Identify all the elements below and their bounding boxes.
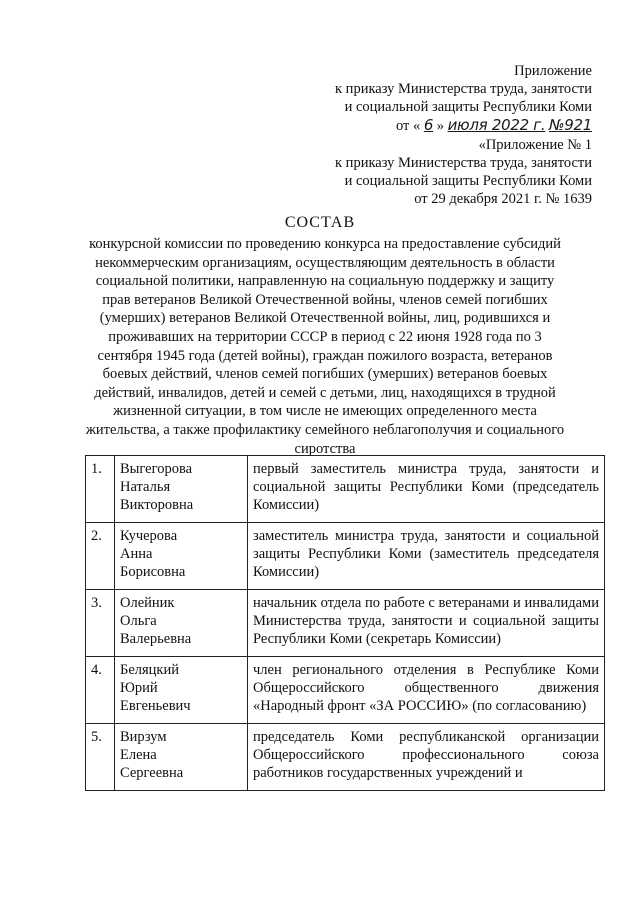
previous-order-reference-line: к приказу Министерства труда, занятости: [335, 155, 592, 171]
member-patronymic: Борисовна: [120, 564, 186, 580]
member-surname: Беляцкий: [120, 662, 179, 678]
member-patronymic: Сергеевна: [120, 765, 184, 781]
handwritten-month-year: июля 2022 г.: [447, 116, 546, 134]
member-first-name: Ольга: [120, 613, 157, 629]
document-subtitle: конкурсной комиссии по проведению конкурса на предоставление субсидий некоммерческим организациям, осуществляющим деятельность в области социальной политики, направленную на социальную поддержку и защиту прав ветеранов Великой Отечественной войны, членов семей погибших (умерших) ветеранов Великой Отечественной войны, лиц, родившихся и проживавших на территории СССР в период с 22 июня 1928 года по 3 сентября 1945 года (детей войны), граждан пожилого возраста, ветеранов боевых действий, членов семей погибших (умерших) ветеранов боевых действий, инвалидов, детей и семей с детьми, лиц, находящихся в трудной жизненной ситуации, в том числе не имеющих определенного места жительства, а также профилактику семейного неблагополучия и социального сиротства: [85, 236, 565, 457]
member-position: член регионального отделения в Республике Коми Общероссийского общественного движения «Народный фронт «ЗА РОССИЮ» (по согласованию): [248, 657, 605, 724]
appendix-label: Приложение: [514, 63, 592, 79]
member-number: 2.: [86, 523, 115, 590]
member-name: [115, 724, 248, 791]
date-quote-close: »: [436, 118, 444, 134]
previous-order-date-line: от 29 декабря 2021 г. № 1639: [414, 191, 592, 207]
member-first-name: Анна: [120, 546, 153, 562]
table-row: [86, 724, 605, 791]
member-name: [115, 657, 248, 724]
handwritten-day: 6: [423, 116, 434, 134]
member-name: [115, 456, 248, 523]
member-number: 3.: [86, 590, 115, 657]
member-number: 1.: [86, 456, 115, 523]
date-prefix: от «: [395, 118, 421, 134]
member-position: первый заместитель министра труда, занятости и социальной защиты Республики Коми (председатель Комиссии): [248, 456, 605, 523]
order-date-line: [335, 116, 592, 135]
member-patronymic: Викторовна: [120, 497, 194, 513]
previous-appendix-header: [335, 136, 592, 208]
appendix-header: [335, 62, 592, 135]
order-reference-line: к приказу Министерства труда, занятости: [335, 81, 592, 97]
previous-ministry-line: и социальной защиты Республики Коми: [344, 173, 592, 189]
member-name: [115, 590, 248, 657]
member-position: заместитель министра труда, занятости и социальной защиты Республики Коми (заместитель председателя Комиссии): [248, 523, 605, 590]
member-position: начальник отдела по работе с ветеранами и инвалидами Министерства труда, занятости и социальной защиты Республики Коми (секретарь Комиссии): [248, 590, 605, 657]
member-patronymic: Валерьевна: [120, 631, 192, 647]
document-title: СОСТАВ: [284, 214, 356, 231]
member-name: [115, 523, 248, 590]
member-surname: Кучерова: [120, 528, 178, 544]
member-position: председатель Коми республиканской организации Общероссийского профессионального союза работников государственных учреждений и: [248, 724, 605, 791]
table-row: [86, 523, 605, 590]
member-first-name: Наталья: [120, 479, 171, 495]
member-patronymic: Евгеньевич: [120, 698, 191, 714]
table-row: [86, 456, 605, 523]
member-surname: Олейник: [120, 595, 175, 611]
previous-appendix-label: «Приложение № 1: [478, 137, 592, 153]
table-row: [86, 657, 605, 724]
member-number: 5.: [86, 724, 115, 791]
table-row: [86, 590, 605, 657]
member-first-name: Елена: [120, 747, 157, 763]
member-first-name: Юрий: [120, 680, 158, 696]
member-surname: Вирзум: [120, 729, 167, 745]
ministry-line: и социальной защиты Республики Коми: [344, 99, 592, 115]
commission-members-table: [85, 455, 605, 791]
member-surname: Выгегорова: [120, 461, 193, 477]
member-number: 4.: [86, 657, 115, 724]
handwritten-order-number: №921: [548, 116, 592, 134]
